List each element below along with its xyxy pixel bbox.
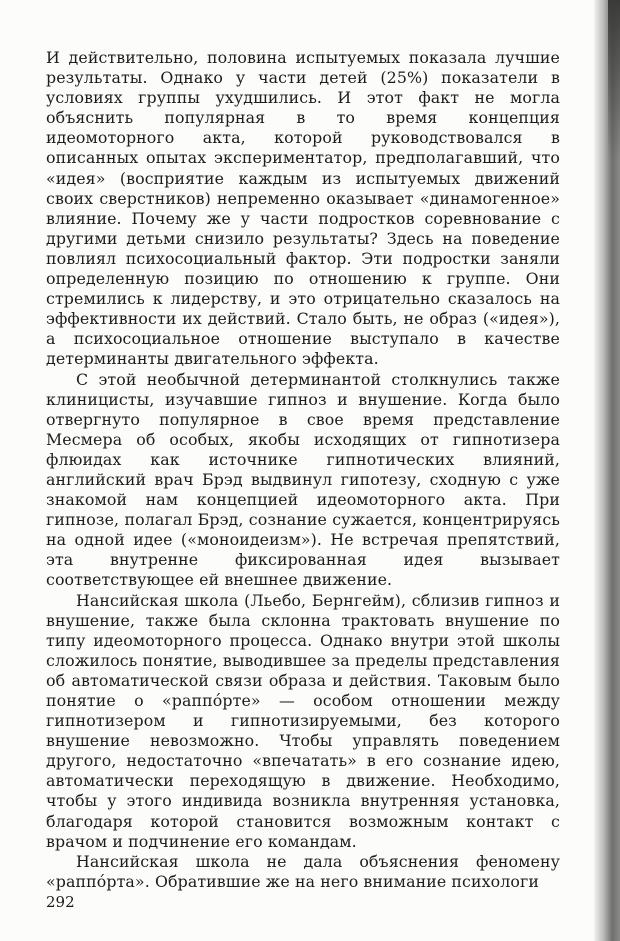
book-spine-dark-edge: [608, 0, 620, 160]
body-text: [46, 48, 560, 892]
paragraph-1: И действительно, половина испытуемых показала лучшие результаты. Однако у части детей (25%) показатели в условиях группы ухудшились. И этот факт не могла объяснить популярная в то время концепция идеомоторного акта, которой руководствовался в описанных опытах экспериментатор, предполагавший, что «идея» (восприятие каждым из испытуемых движений своих сверстников) непременно оказывает «динамогенное» влияние. Почему же у части подростков соревнование с другими детьми снизило результаты? Здесь на поведение повлиял психосоциальный фактор. Эти подростки заняли определенную позицию по отношению к группе. Они стремились к лидерству, и это отрицательно сказалось на эффективности их действий. Стало быть, не образ («идея»), а психосоциальное отношение выступало в качестве детерминанты двигательного эффекта.: [46, 48, 560, 369]
paragraph-2: С этой необычной детерминантой столкнулись также клиницисты, изучавшие гипноз и внушение. Когда было отвергнуто популярное в свое время представление Месмера об особых, якобы исходящих от гипнотизера флюидах как источнике гипнотических влияний, английский врач Брэд выдвинул гипотезу, сходную с уже знакомой нам концепцией идеомоторного акта. При гипнозе, полагал Брэд, сознание сужается, концентрируясь на одной идее («моноидеизм»). Не встречая препятствий, эта внутренне фиксированная идея вызывает соответствующее ей внешнее движение.: [46, 369, 560, 590]
page-number: 292: [46, 893, 75, 911]
paragraph-4: Нансийская школа не дала объяснения феномену «раппóрта». Обратившие же на него внимание психологи: [46, 851, 560, 891]
paragraph-3: Нансийская школа (Льебо, Бернгейм), сблизив гипноз и внушение, также была склонна трактовать внушение по типу идеомоторного процесса. Однако внутри этой школы сложилось понятие, выводившее за пределы представления об автоматической связи образа и действия. Таковым было понятие о «раппóрте» — особом отношении между гипнотизером и гипнотизируемыми, без которого внушение невозможно. Чтобы управлять поведением другого, недостаточно «впечатать» в его сознание идею, автоматически переходящую в движение. Необходимо, чтобы у этого индивида возникла внутренняя установка, благодаря которой становится возможным контакт с врачом и подчинение его командам.: [46, 590, 560, 851]
